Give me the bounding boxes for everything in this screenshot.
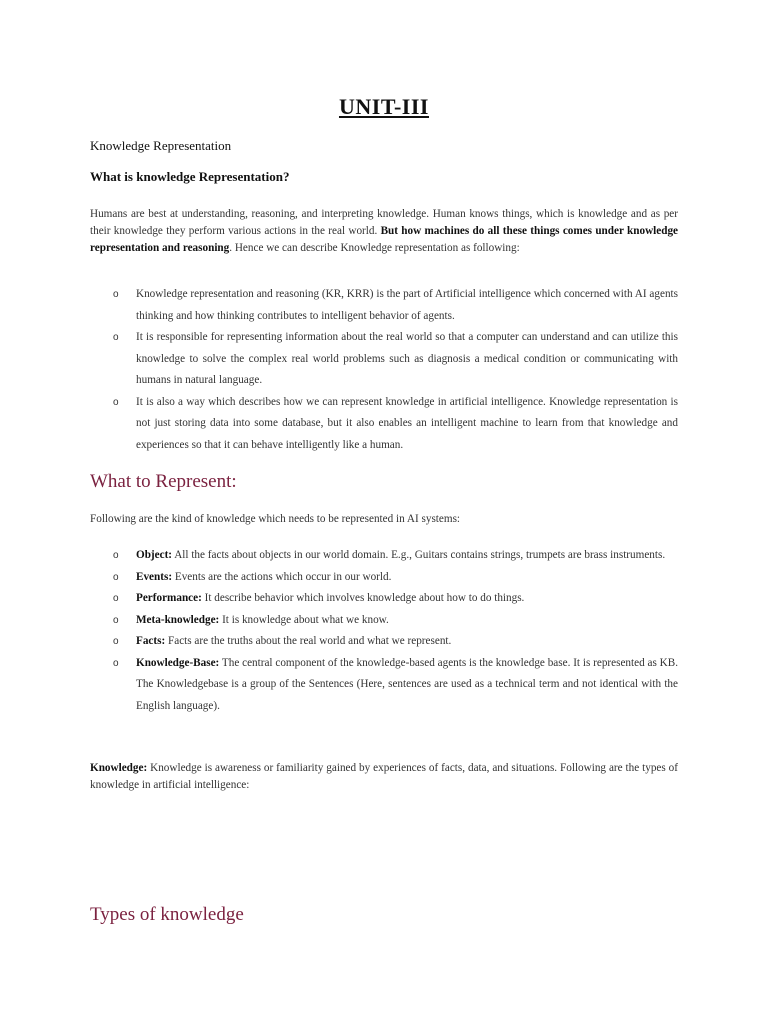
bullet-marker: o	[113, 636, 119, 647]
list-item	[0, 545, 768, 567]
list-item-text: It is also a way which describes how we can represent knowledge in artificial intelligence. Knowledge representation is not just storing data into some database, but it also enables an intelligent machine to learn from that knowledge and experiences so that it can behave intelligently like a human.	[136, 395, 678, 451]
list-item-text: It is knowledge about what we know.	[219, 613, 389, 626]
bullet-marker: o	[113, 614, 119, 626]
list-item-text: The central component of the knowledge-based agents is the knowledge base. It is represented as KB. The Knowledgebase is a group of the Sentences (Here, sentences are used as a technical term and not identical with the English language).	[136, 656, 678, 712]
list-item-term: Facts:	[136, 635, 166, 647]
list-item	[0, 392, 768, 457]
list-item-text: Knowledge representation and reasoning (KR, KRR) is the part of Artificial intelligence which concerned with AI agents thinking and how thinking contributes to intelligent behavior of agents.	[136, 288, 678, 322]
list-item-text: It is responsible for representing information about the real world so that a computer can understand and can utilize this knowledge to solve the complex real world problems such as diagnosis a medical condition or communicating with humans in natural language.	[136, 331, 678, 386]
question-heading: What is knowledge Representation?	[90, 169, 290, 184]
what-to-represent-heading: What to Represent:	[90, 471, 237, 492]
list-item-text: All the facts about objects in our world domain. E.g., Guitars contains strings, trumpets are brass instruments.	[172, 549, 666, 561]
bullet-marker: o	[113, 332, 119, 343]
bullet-marker: o	[113, 289, 119, 300]
knowledge-term: Knowledge:	[90, 762, 148, 774]
bullet-marker: o	[113, 571, 119, 583]
list-item-term: Object:	[136, 549, 173, 561]
list-item	[0, 610, 768, 632]
list-item-term: Knowledge-Base:	[136, 656, 220, 669]
list-item	[0, 327, 768, 392]
what-to-represent-intro: Following are the kind of knowledge which needs to be represented in AI systems:	[90, 513, 461, 525]
bullet-marker: o	[113, 396, 119, 408]
list-item	[0, 284, 768, 327]
intro-bold-text: But how machines do all these things comes under knowledge representation and reasoning	[90, 225, 679, 254]
list-item-term: Performance:	[136, 592, 202, 604]
intro-text-start: Humans are best at understanding, reasoning, and interpreting knowledge. Human knows things, which is knowledge and as per their knowledge they perform various actions in the real world.	[90, 208, 678, 237]
subheading: Knowledge Representation	[90, 138, 232, 153]
bullet-marker: o	[113, 657, 119, 669]
types-of-knowledge-heading: Types of knowledge	[90, 904, 244, 925]
list-item	[0, 653, 768, 718]
bullet-marker: o	[113, 550, 119, 561]
knowledge-paragraph	[90, 760, 678, 794]
unit-title: UNIT-III	[338, 94, 429, 119]
kr-bullet-list	[0, 284, 768, 456]
intro-text-end: . Hence we can describe Knowledge representation as following:	[229, 242, 520, 254]
represent-bullet-list	[0, 545, 768, 717]
list-item-text: Facts are the truths about the real world and what we represent.	[165, 635, 452, 647]
list-item	[0, 631, 768, 653]
bullet-marker: o	[113, 593, 119, 604]
list-item	[0, 567, 768, 589]
list-item	[0, 588, 768, 610]
list-item-text: Events are the actions which occur in our world.	[172, 570, 392, 583]
list-item-term: Meta-knowledge:	[136, 613, 220, 626]
list-item-term: Events:	[136, 570, 173, 583]
list-item-text: It describe behavior which involves knowledge about how to do things.	[201, 592, 525, 604]
knowledge-text: Knowledge is awareness or familiarity gained by experiences of facts, data, and situations. Following are the types of knowledge in artificial intelligence:	[90, 762, 678, 791]
intro-paragraph	[90, 206, 678, 257]
